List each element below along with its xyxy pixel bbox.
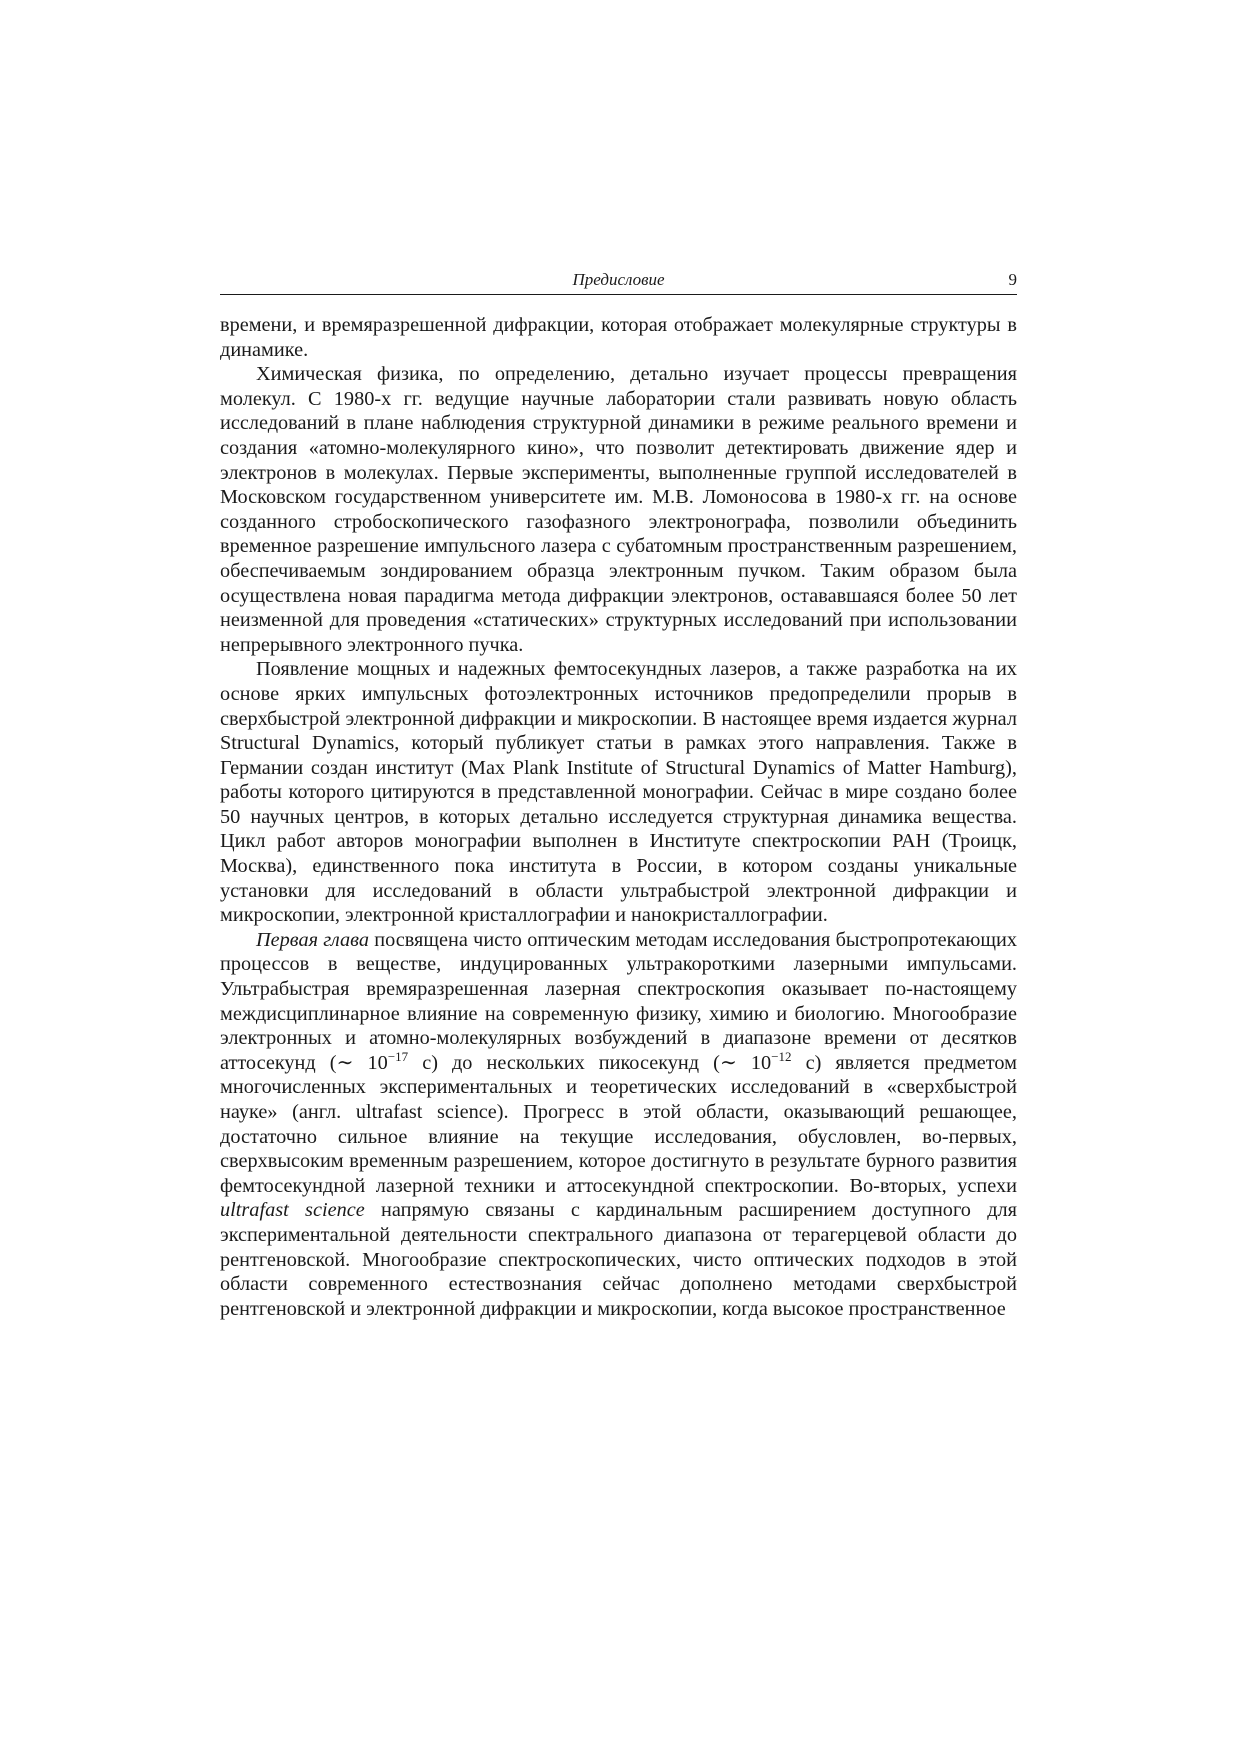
- exponent: −17: [387, 1048, 409, 1064]
- paragraph-first-chapter: [220, 928, 1017, 1322]
- paragraph: Появление мощных и надежных фемтосекундных лазеров, а также разработка на их основе ярких импульсных фотоэлектронных источников предопределили прорыв в сверхбыстрой электронной дифракции и микроскопии. В настоящее время издается журнал Structural Dynamics, который публикует статьи в рамках этого направления. Также в Германии создан институт (Max Plank Institute of Structural Dynamics of Matter Hamburg), работы которого цитируются в представленной монографии. Сейчас в мире создано более 50 научных центров, в которых детально исследуется структурная динамика вещества. Цикл работ авторов монографии выполнен в Институте спектроскопии РАН (Троицк, Москва), единственного пока института в России, в котором созданы уникальные установки для исследований в области ультрабыстрой электронной дифракции и микроскопии, электронной кристаллографии и нанокристаллографии.: [220, 658, 1017, 927]
- chapter-reference: Первая глава: [256, 928, 369, 951]
- exponent: −12: [771, 1048, 792, 1064]
- paragraph-text: с) является предметом многочисленных экспериментальных и теоретических исследований в «сверхбыстрой науке» (англ. ultrafast science). Прогресс в этой области, оказывающий решающее, достаточно сильное влияние на текущие исследования, обусловлен, во-первых, сверхвысоким временным разрешением, которое достигнуто в результате бурного развития фемтосекундной лазерной техники и аттосекундной спектроскопии. Во-вторых, успехи: [220, 1051, 1017, 1197]
- italic-term: ultrafast science: [220, 1199, 365, 1222]
- paragraph-text: напрямую связаны с кардинальным расширением доступного для экспериментальной деятельности спектрального диапазона от терагерцевой области до рентгеновской. Многообразие спектроскопических, чисто оптических подходов в этой области современного естествознания сейчас дополнено методами сверхбыстрой рентгеновской и электронной дифракции и микроскопии, когда высокое пространственное: [220, 1199, 1017, 1320]
- running-header: [220, 270, 1017, 295]
- paragraph-text: с) до нескольких пикосекунд (∼ 10: [408, 1051, 772, 1074]
- paragraph-text: посвящена чисто оптическим методам исследования быстропротекающих процессов в веществе, индуцированных ультракороткими лазерными импульсами. Ультрабыстрая времяразрешенная лазерная спектроскопия оказывает по-настоящему междисциплинарное влияние на современную физику, химию и биологию. Многообразие электронных и атомно-молекулярных возбуждений в диапазоне времени от десятков аттосекунд (∼ 10: [220, 928, 1017, 1074]
- page-number: 9: [1008, 270, 1017, 289]
- paragraph: Химическая физика, по определению, детально изучает процессы превращения молекул. С 1980-х гг. ведущие научные лаборатории стали развивать новую область исследований в плане наблюдения структурной динамики в режиме реального времени и создания «атомно-молекулярного кино», что позволит детектировать движение ядер и электронов в молекулах. Первые эксперименты, выполненные группой исследователей в Московском государственном университете им. М.В. Ломоносова в 1980-х гг. на основе созданного стробоскопического газофазного электронографа, позволили объединить временное разрешение импульсного лазера с субатомным пространственным разрешением, обеспечиваемым зондированием образца электронным пучком. Таким образом была осуществлена новая парадигма метода дифракции электронов, остававшаяся более 50 лет неизменной для проведения «статических» структурных исследований при использовании непрерывного электронного пучка.: [220, 363, 1017, 656]
- body-text: [220, 313, 1017, 1321]
- running-title: Предисловие: [572, 270, 665, 289]
- paragraph-continued: времени, и времяразрешенной дифракции, которая отображает молекулярные структуры в динамике.: [220, 314, 1017, 361]
